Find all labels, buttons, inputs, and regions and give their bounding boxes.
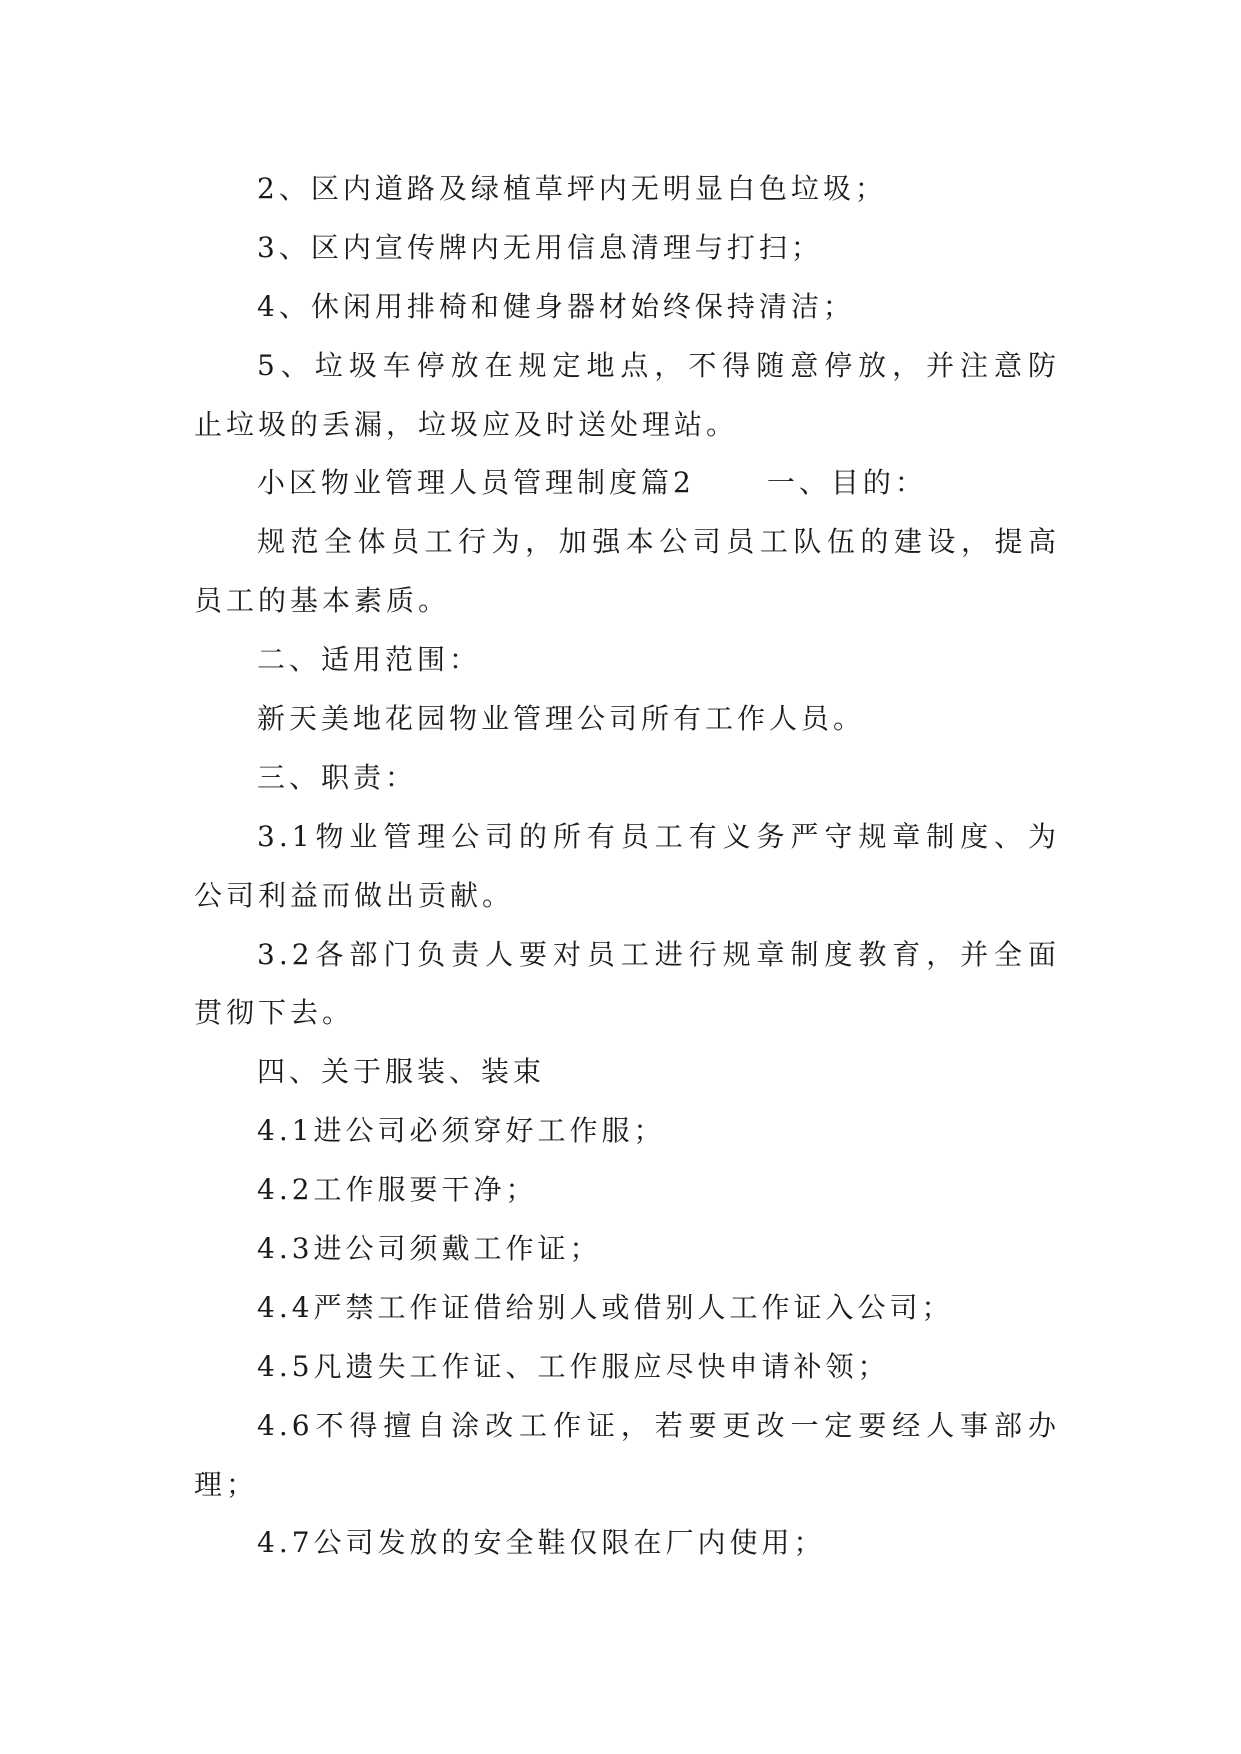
text-line: 4.6不得擅自涂改工作证，若要更改一定要经人事部办 bbox=[257, 1408, 1060, 1442]
paragraph bbox=[194, 513, 1060, 631]
text-line: 四、关于服装、装束 bbox=[257, 1055, 546, 1089]
text-line: 4.2工作服要干净； bbox=[257, 1173, 538, 1207]
text-line: 贯彻下去。 bbox=[194, 996, 355, 1030]
text-line: 2、区内道路及绿植草坪内无明显白色垃圾； bbox=[257, 172, 887, 205]
text-line: 二、适用范围： bbox=[257, 643, 482, 677]
text-line: 3.1物业管理公司的所有员工有义务严守规章制度、为 bbox=[257, 819, 1060, 853]
paragraph bbox=[194, 160, 1060, 219]
paragraph bbox=[194, 1514, 1060, 1573]
section-heading: 一、目的： bbox=[766, 466, 927, 500]
heading-line bbox=[194, 454, 1060, 513]
paragraph bbox=[194, 219, 1060, 278]
paragraph bbox=[194, 631, 1060, 690]
text-line: 4.1进公司必须穿好工作服； bbox=[257, 1114, 666, 1148]
text-line: 3.2各部门负责人要对员工进行规章制度教育，并全面 bbox=[257, 937, 1060, 971]
text-line: 新天美地花园物业管理公司所有工作人员。 bbox=[257, 702, 866, 736]
text-line: 4、休闲用排椅和健身器材始终保持清洁； bbox=[257, 289, 855, 323]
document-body bbox=[194, 160, 1060, 1573]
text-line: 员工的基本素质。 bbox=[194, 584, 451, 618]
paragraph bbox=[194, 1043, 1060, 1102]
paragraph bbox=[194, 749, 1060, 808]
text-line: 三、职责： bbox=[257, 760, 418, 794]
paragraph bbox=[194, 690, 1060, 749]
text-line: 5、垃圾车停放在规定地点，不得随意停放，并注意防 bbox=[257, 348, 1060, 382]
text-line: 理； bbox=[194, 1467, 259, 1501]
text-line: 4.7公司发放的安全鞋仅限在厂内使用； bbox=[257, 1526, 826, 1560]
paragraph bbox=[194, 1338, 1060, 1397]
text-line: 4.4严禁工作证借给别人或借别人工作证入公司； bbox=[257, 1290, 954, 1324]
paragraph bbox=[194, 337, 1060, 455]
paragraph bbox=[194, 1102, 1060, 1161]
paragraph bbox=[194, 926, 1060, 1044]
text-line: 止垃圾的丢漏，垃圾应及时送处理站。 bbox=[194, 407, 739, 441]
paragraph bbox=[194, 454, 1060, 513]
paragraph bbox=[194, 1220, 1060, 1279]
paragraph bbox=[194, 1397, 1060, 1515]
text-line: 4.3进公司须戴工作证； bbox=[257, 1232, 602, 1266]
paragraph bbox=[194, 278, 1060, 337]
text-line: 公司利益而做出贡献。 bbox=[194, 878, 515, 912]
paragraph bbox=[194, 1161, 1060, 1220]
paragraph bbox=[194, 1279, 1060, 1338]
paragraph bbox=[194, 808, 1060, 926]
text-line: 4.5凡遗失工作证、工作服应尽快申请补领； bbox=[257, 1349, 890, 1383]
document-title: 小区物业管理人员管理制度篇2 bbox=[257, 466, 695, 500]
text-line: 规范全体员工行为，加强本公司员工队伍的建设，提高 bbox=[257, 525, 1060, 559]
text-line: 3、区内宣传牌内无用信息清理与打扫； bbox=[257, 230, 823, 264]
